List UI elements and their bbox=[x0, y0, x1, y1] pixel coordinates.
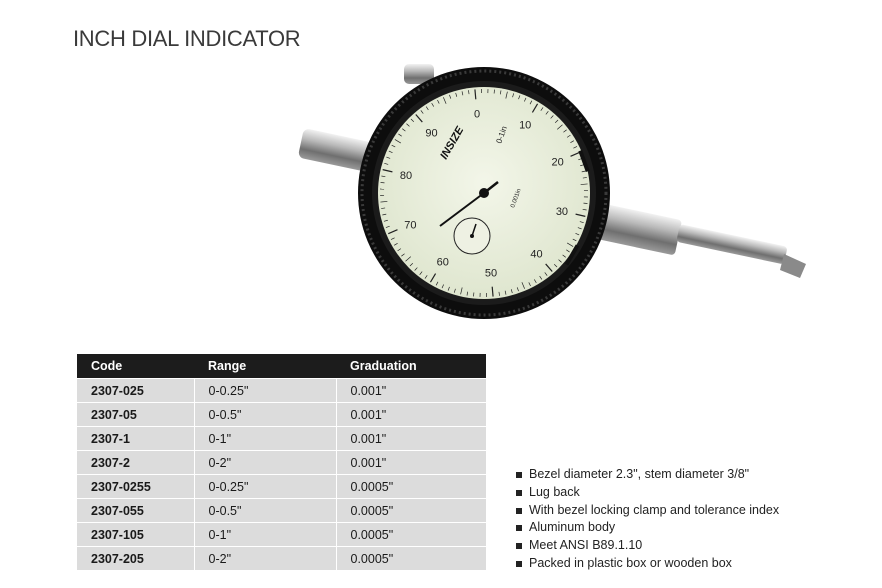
bullet-icon bbox=[516, 561, 522, 567]
cell-graduation: 0.0005" bbox=[336, 475, 486, 499]
cell-graduation: 0.001" bbox=[336, 451, 486, 475]
cell-code: 2307-205 bbox=[77, 547, 194, 571]
cell-code: 2307-025 bbox=[77, 379, 194, 403]
cell-range: 0-0.25" bbox=[194, 475, 336, 499]
list-item bbox=[516, 466, 779, 484]
spec-table bbox=[77, 354, 486, 570]
range-mark: 0-1in bbox=[494, 124, 509, 145]
feature-text: With bezel locking clamp and tolerance index bbox=[529, 502, 780, 517]
list-item bbox=[516, 484, 779, 502]
header-graduation: Graduation bbox=[336, 354, 486, 379]
cell-code: 2307-105 bbox=[77, 523, 194, 547]
dial-number: 80 bbox=[399, 170, 413, 183]
bullet-icon bbox=[516, 490, 522, 496]
bullet-icon bbox=[516, 525, 522, 531]
cell-range: 0-1" bbox=[194, 523, 336, 547]
cell-range: 0-2" bbox=[194, 451, 336, 475]
cell-graduation: 0.001" bbox=[336, 379, 486, 403]
cell-range: 0-1" bbox=[194, 427, 336, 451]
cell-code: 2307-055 bbox=[77, 499, 194, 523]
dial-number: 70 bbox=[404, 219, 417, 232]
table-row bbox=[77, 547, 486, 571]
table-row bbox=[77, 499, 486, 523]
cell-graduation: 0.0005" bbox=[336, 547, 486, 571]
bullet-icon bbox=[516, 472, 522, 478]
front-stem bbox=[589, 202, 806, 278]
cell-graduation: 0.001" bbox=[336, 403, 486, 427]
table-row bbox=[77, 475, 486, 499]
list-item bbox=[516, 537, 779, 555]
cell-graduation: 0.001" bbox=[336, 427, 486, 451]
list-item bbox=[516, 555, 779, 573]
table-row bbox=[77, 523, 486, 547]
table-row bbox=[77, 403, 486, 427]
bullet-icon bbox=[516, 508, 522, 514]
cell-graduation: 0.0005" bbox=[336, 523, 486, 547]
brand-logo: INSIZE bbox=[438, 124, 467, 162]
table-header-row bbox=[77, 354, 486, 379]
cell-range: 0-0.5" bbox=[194, 499, 336, 523]
feature-text: Bezel diameter 2.3", stem diameter 3/8" bbox=[529, 467, 750, 481]
feature-text: Meet ANSI B89.1.10 bbox=[529, 538, 643, 553]
bullet-icon bbox=[516, 543, 522, 549]
dial-number: 0 bbox=[473, 108, 481, 121]
feature-text: Packed in plastic box or wooden box bbox=[529, 555, 732, 570]
revolution-counter bbox=[454, 218, 490, 254]
feature-list bbox=[516, 466, 779, 573]
cell-code: 2307-05 bbox=[77, 403, 194, 427]
cell-code: 2307-2 bbox=[77, 451, 194, 475]
dial-number: 50 bbox=[484, 267, 498, 280]
dial-number: 30 bbox=[555, 205, 569, 218]
dial-number: 90 bbox=[425, 127, 438, 140]
cell-range: 0-2" bbox=[194, 547, 336, 571]
page-title: INCH DIAL INDICATOR bbox=[73, 26, 301, 51]
table-row bbox=[77, 427, 486, 451]
list-item bbox=[516, 519, 779, 537]
list-item bbox=[516, 502, 779, 520]
feature-text: Aluminum body bbox=[529, 520, 616, 535]
cell-range: 0-0.5" bbox=[194, 403, 336, 427]
cell-code: 2307-0255 bbox=[77, 475, 194, 499]
cell-code: 2307-1 bbox=[77, 427, 194, 451]
dial-number: 60 bbox=[436, 256, 449, 269]
header-range: Range bbox=[194, 354, 336, 379]
feature-text: Lug back bbox=[529, 484, 580, 499]
dial-number: 40 bbox=[530, 248, 543, 261]
table-row bbox=[77, 379, 486, 403]
header-code: Code bbox=[77, 354, 194, 379]
dial-number: 20 bbox=[551, 156, 564, 169]
table-row bbox=[77, 451, 486, 475]
dial-number: 10 bbox=[519, 119, 532, 132]
cell-range: 0-0.25" bbox=[194, 379, 336, 403]
graduation-mark: 0.001in bbox=[510, 188, 523, 209]
dial-indicator-image bbox=[296, 58, 816, 326]
cell-graduation: 0.0005" bbox=[336, 499, 486, 523]
